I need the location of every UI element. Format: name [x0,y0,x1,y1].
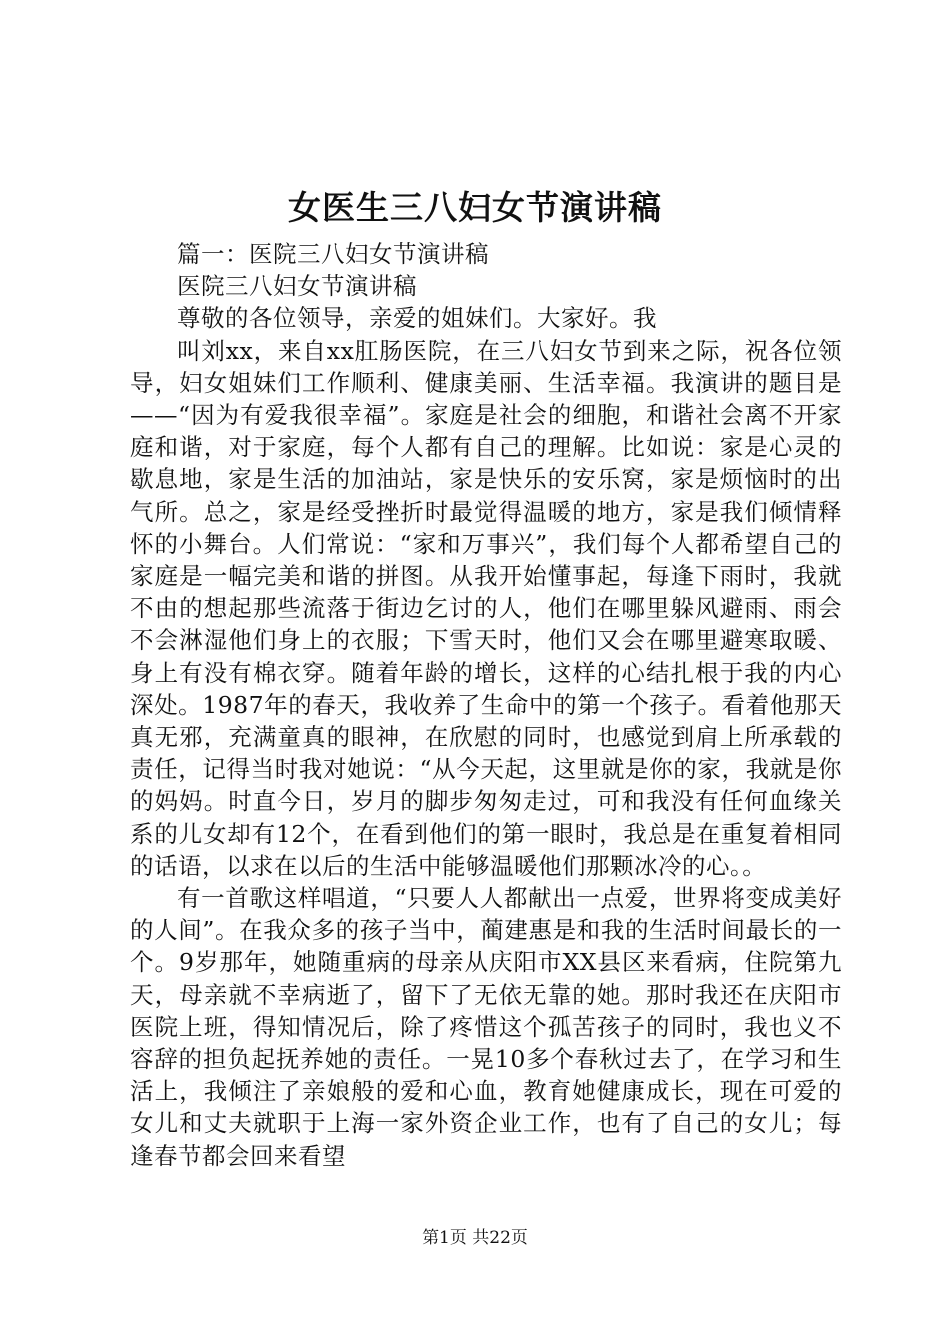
document-body [130,238,842,1172]
subtitle-line-1: 篇一：医院三八妇女节演讲稿 [177,240,489,268]
subtitle-line-2: 医院三八妇女节演讲稿 [177,272,417,301]
page-footer: 第1页 共22页 [422,1228,528,1248]
paragraph-1: 叫刘xx，来自xx肛肠医院，在三八妇女节到来之际，祝各位领导，妇女姐妹们工作顺利、健康美丽、生活幸福。我演讲的题目是——“因为有爱我很幸福”。家庭是社会的细胞，和谐社会离不开家庭和谐，对于家庭，每个人都有自己的理解。比如说：家是心灵的歇息地，家是生活的加油站，家是快乐的安乐窝，家是烦恼时的出气所。总之，家是经受挫折时最觉得温暖的地方，家是我们倾情释怀的小舞台。人们常说：“家和万事兴”，我们每个人都希望自己的家庭是一幅完美和谐的拼图。从我开始懂事起，每逢下雨时，我就不由的想起那些流落于街边乞讨的人，他们在哪里躲风避雨、雨会不会淋湿他们身上的衣服；下雪天时，他们又会在哪里避寒取暖、身上有没有棉衣穿。随着年龄的增长，这样的心结扎根于我的内心深处。1987年的春天，我收养了生命中的第一个孩子。看着他那天真无邪，充满童真的眼神，在欣慰的同时，也感觉到肩上所承载的责任，记得当时我对她说：“从今天起，这里就是你的家，我就是你的妈妈。时直今日，岁月的脚步匆匆走过，可和我没有任何血缘关系的儿女却有12个，在看到他们的第一眼时，我总是在重复着相同的话语，以求在以后的生活中能够温暖他们那颗冰冷的心。。 [130,336,842,880]
paragraph-2: 有一首歌这样唱道，“只要人人都献出一点爱，世界将变成美好的人间”。在我众多的孩子当中，蔺建惠是和我的生活时间最长的一个。9岁那年，她随重病的母亲从庆阳市XX县区来看病，住院第九天，母亲就不幸病逝了，留下了无依无靠的她。那时我还在庆阳市医院上班，得知情况后，除了疼惜这个孤苦孩子的同时，我也义不容辞的担负起抚养她的责任。一晃10多个春秋过去了，在学习和生活上，我倾注了亲娘般的爱和心血，教育她健康成长，现在可爱的女儿和丈夫就职于上海一家外资企业工作，也有了自己的女儿；每逢春节都会回来看望 [130,884,842,1170]
document-title: 女医生三八妇女节演讲稿 [288,188,662,227]
greeting-line: 尊敬的各位领导，亲爱的姐妹们。大家好。我 [177,304,657,333]
